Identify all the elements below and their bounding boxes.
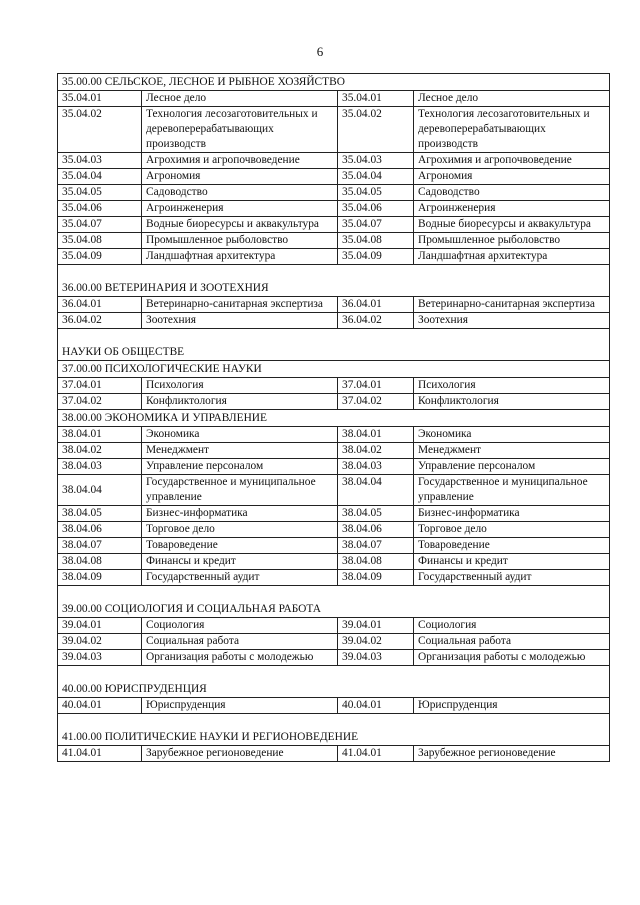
section-header-row bbox=[58, 361, 610, 378]
code-new-cell: 35.04.09 bbox=[338, 249, 414, 265]
name-old-cell: Агрономия bbox=[142, 169, 338, 185]
code-old-cell: 35.04.08 bbox=[58, 233, 142, 249]
name-new-cell: Социология bbox=[414, 618, 610, 634]
code-new-cell: 39.04.01 bbox=[338, 618, 414, 634]
code-new-cell: 37.04.01 bbox=[338, 378, 414, 394]
code-new-cell: 38.04.08 bbox=[338, 554, 414, 570]
table-row bbox=[58, 618, 610, 634]
section-title: 38.00.00 ЭКОНОМИКА И УПРАВЛЕНИЕ bbox=[58, 410, 610, 427]
name-new-cell: Агроинженерия bbox=[414, 201, 610, 217]
name-old-cell: Государственный аудит bbox=[142, 570, 338, 586]
name-old-cell: Юриспруденция bbox=[142, 698, 338, 714]
name-new-cell: Ландшафтная архитектура bbox=[414, 249, 610, 265]
name-old-cell: Финансы и кредит bbox=[142, 554, 338, 570]
name-new-cell: Государственный аудит bbox=[414, 570, 610, 586]
code-new-cell: 35.04.04 bbox=[338, 169, 414, 185]
code-new-cell: 35.04.05 bbox=[338, 185, 414, 201]
table-row bbox=[58, 185, 610, 201]
name-old-cell: Промышленное рыболовство bbox=[142, 233, 338, 249]
name-new-cell: Садоводство bbox=[414, 185, 610, 201]
code-old-cell: 38.04.02 bbox=[58, 443, 142, 459]
name-old-cell: Государственное и муниципальное управление bbox=[142, 475, 338, 506]
name-new-cell: Товароведение bbox=[414, 538, 610, 554]
code-old-cell: 36.04.02 bbox=[58, 313, 142, 329]
section-header-row bbox=[58, 666, 610, 698]
table-row bbox=[58, 746, 610, 762]
name-old-cell: Управление персоналом bbox=[142, 459, 338, 475]
code-new-cell: 38.04.06 bbox=[338, 522, 414, 538]
name-old-cell: Зарубежное регионоведение bbox=[142, 746, 338, 762]
name-new-cell: Организация работы с молодежью bbox=[414, 650, 610, 666]
name-new-cell: Агрономия bbox=[414, 169, 610, 185]
name-old-cell: Товароведение bbox=[142, 538, 338, 554]
name-new-cell: Менеджмент bbox=[414, 443, 610, 459]
code-new-cell: 39.04.02 bbox=[338, 634, 414, 650]
name-new-cell: Лесное дело bbox=[414, 91, 610, 107]
table-row bbox=[58, 233, 610, 249]
name-new-cell: Конфликтология bbox=[414, 394, 610, 410]
section-title: 39.00.00 СОЦИОЛОГИЯ И СОЦИАЛЬНАЯ РАБОТА bbox=[58, 586, 610, 618]
section-header-row bbox=[58, 410, 610, 427]
code-new-cell: 38.04.05 bbox=[338, 506, 414, 522]
code-new-cell: 38.04.04 bbox=[338, 475, 414, 506]
section-header-row bbox=[58, 714, 610, 746]
name-old-cell: Лесное дело bbox=[142, 91, 338, 107]
code-old-cell: 38.04.09 bbox=[58, 570, 142, 586]
section-title: 40.00.00 ЮРИСПРУДЕНЦИЯ bbox=[58, 666, 610, 698]
table-row bbox=[58, 169, 610, 185]
name-old-cell: Конфликтология bbox=[142, 394, 338, 410]
code-old-cell: 35.04.03 bbox=[58, 153, 142, 169]
name-new-cell: Ветеринарно-санитарная экспертиза bbox=[414, 297, 610, 313]
table-row bbox=[58, 538, 610, 554]
table-row bbox=[58, 634, 610, 650]
code-new-cell: 41.04.01 bbox=[338, 746, 414, 762]
name-old-cell: Водные биоресурсы и аквакультура bbox=[142, 217, 338, 233]
code-new-cell: 35.04.01 bbox=[338, 91, 414, 107]
code-old-cell: 37.04.02 bbox=[58, 394, 142, 410]
table-row bbox=[58, 554, 610, 570]
name-old-cell: Агрохимия и агропочвоведение bbox=[142, 153, 338, 169]
name-new-cell: Экономика bbox=[414, 427, 610, 443]
code-old-cell: 35.04.05 bbox=[58, 185, 142, 201]
name-old-cell: Психология bbox=[142, 378, 338, 394]
code-new-cell: 38.04.09 bbox=[338, 570, 414, 586]
name-new-cell: Социальная работа bbox=[414, 634, 610, 650]
code-old-cell: 35.04.02 bbox=[58, 107, 142, 153]
section-title: 37.00.00 ПСИХОЛОГИЧЕСКИЕ НАУКИ bbox=[58, 361, 610, 378]
code-new-cell: 36.04.02 bbox=[338, 313, 414, 329]
code-new-cell: 38.04.01 bbox=[338, 427, 414, 443]
name-new-cell: Промышленное рыболовство bbox=[414, 233, 610, 249]
code-old-cell: 37.04.01 bbox=[58, 378, 142, 394]
code-new-cell: 35.04.06 bbox=[338, 201, 414, 217]
code-old-cell: 41.04.01 bbox=[58, 746, 142, 762]
code-old-cell: 35.04.04 bbox=[58, 169, 142, 185]
code-old-cell: 38.04.07 bbox=[58, 538, 142, 554]
table-row bbox=[58, 91, 610, 107]
code-new-cell: 38.04.03 bbox=[338, 459, 414, 475]
table-row bbox=[58, 297, 610, 313]
name-new-cell: Зарубежное регионоведение bbox=[414, 746, 610, 762]
table-row bbox=[58, 153, 610, 169]
table-row bbox=[58, 313, 610, 329]
name-new-cell: Финансы и кредит bbox=[414, 554, 610, 570]
code-old-cell: 35.04.09 bbox=[58, 249, 142, 265]
table-row bbox=[58, 427, 610, 443]
table-row bbox=[58, 522, 610, 538]
section-header-row bbox=[58, 329, 610, 361]
code-old-cell: 38.04.01 bbox=[58, 427, 142, 443]
code-new-cell: 35.04.08 bbox=[338, 233, 414, 249]
section-title: 41.00.00 ПОЛИТИЧЕСКИЕ НАУКИ И РЕГИОНОВЕДЕНИЕ bbox=[58, 714, 610, 746]
table-row bbox=[58, 570, 610, 586]
code-new-cell: 38.04.07 bbox=[338, 538, 414, 554]
table-row bbox=[58, 475, 610, 506]
code-old-cell: 38.04.04 bbox=[58, 475, 142, 506]
code-new-cell: 38.04.02 bbox=[338, 443, 414, 459]
code-old-cell: 38.04.08 bbox=[58, 554, 142, 570]
code-new-cell: 36.04.01 bbox=[338, 297, 414, 313]
code-new-cell: 40.04.01 bbox=[338, 698, 414, 714]
section-title: 36.00.00 ВЕТЕРИНАРИЯ И ЗООТЕХНИЯ bbox=[58, 265, 610, 297]
table-row bbox=[58, 107, 610, 153]
name-old-cell: Организация работы с молодежью bbox=[142, 650, 338, 666]
code-old-cell: 36.04.01 bbox=[58, 297, 142, 313]
name-old-cell: Зоотехния bbox=[142, 313, 338, 329]
table-row bbox=[58, 249, 610, 265]
table-row bbox=[58, 394, 610, 410]
table-row bbox=[58, 506, 610, 522]
table-row bbox=[58, 443, 610, 459]
name-old-cell: Социальная работа bbox=[142, 634, 338, 650]
name-old-cell: Садоводство bbox=[142, 185, 338, 201]
name-new-cell: Управление персоналом bbox=[414, 459, 610, 475]
section-header-row bbox=[58, 74, 610, 91]
code-old-cell: 39.04.02 bbox=[58, 634, 142, 650]
table-row bbox=[58, 201, 610, 217]
name-new-cell: Зоотехния bbox=[414, 313, 610, 329]
section-title: 35.00.00 СЕЛЬСКОЕ, ЛЕСНОЕ И РЫБНОЕ ХОЗЯЙСТВО bbox=[58, 74, 610, 91]
table-row bbox=[58, 459, 610, 475]
name-old-cell: Технология лесозаготовительных и деревоперерабатывающих производств bbox=[142, 107, 338, 153]
section-header-row bbox=[58, 586, 610, 618]
table-row bbox=[58, 217, 610, 233]
code-new-cell: 35.04.02 bbox=[338, 107, 414, 153]
name-old-cell: Ветеринарно-санитарная экспертиза bbox=[142, 297, 338, 313]
section-title: НАУКИ ОБ ОБЩЕСТВЕ bbox=[58, 329, 610, 361]
code-new-cell: 35.04.03 bbox=[338, 153, 414, 169]
code-old-cell: 39.04.03 bbox=[58, 650, 142, 666]
table-row bbox=[58, 378, 610, 394]
code-old-cell: 40.04.01 bbox=[58, 698, 142, 714]
name-old-cell: Бизнес-информатика bbox=[142, 506, 338, 522]
code-new-cell: 37.04.02 bbox=[338, 394, 414, 410]
specialties-table bbox=[57, 73, 610, 762]
code-old-cell: 35.04.07 bbox=[58, 217, 142, 233]
table-row bbox=[58, 698, 610, 714]
name-new-cell: Психология bbox=[414, 378, 610, 394]
code-old-cell: 38.04.05 bbox=[58, 506, 142, 522]
code-new-cell: 39.04.03 bbox=[338, 650, 414, 666]
table-row bbox=[58, 650, 610, 666]
name-old-cell: Социология bbox=[142, 618, 338, 634]
page-number: 6 bbox=[316, 44, 324, 59]
code-old-cell: 38.04.06 bbox=[58, 522, 142, 538]
name-new-cell: Государственное и муниципальное управление bbox=[414, 475, 610, 506]
code-old-cell: 38.04.03 bbox=[58, 459, 142, 475]
name-new-cell: Водные биоресурсы и аквакультура bbox=[414, 217, 610, 233]
name-new-cell: Торговое дело bbox=[414, 522, 610, 538]
name-old-cell: Торговое дело bbox=[142, 522, 338, 538]
name-new-cell: Агрохимия и агропочвоведение bbox=[414, 153, 610, 169]
table-body bbox=[58, 74, 610, 762]
code-old-cell: 35.04.06 bbox=[58, 201, 142, 217]
code-new-cell: 35.04.07 bbox=[338, 217, 414, 233]
name-new-cell: Технология лесозаготовительных и деревоперерабатывающих производств bbox=[414, 107, 610, 153]
code-old-cell: 39.04.01 bbox=[58, 618, 142, 634]
name-old-cell: Менеджмент bbox=[142, 443, 338, 459]
name-old-cell: Ландшафтная архитектура bbox=[142, 249, 338, 265]
code-old-cell: 35.04.01 bbox=[58, 91, 142, 107]
name-new-cell: Юриспруденция bbox=[414, 698, 610, 714]
name-old-cell: Агроинженерия bbox=[142, 201, 338, 217]
section-header-row bbox=[58, 265, 610, 297]
name-old-cell: Экономика bbox=[142, 427, 338, 443]
name-new-cell: Бизнес-информатика bbox=[414, 506, 610, 522]
